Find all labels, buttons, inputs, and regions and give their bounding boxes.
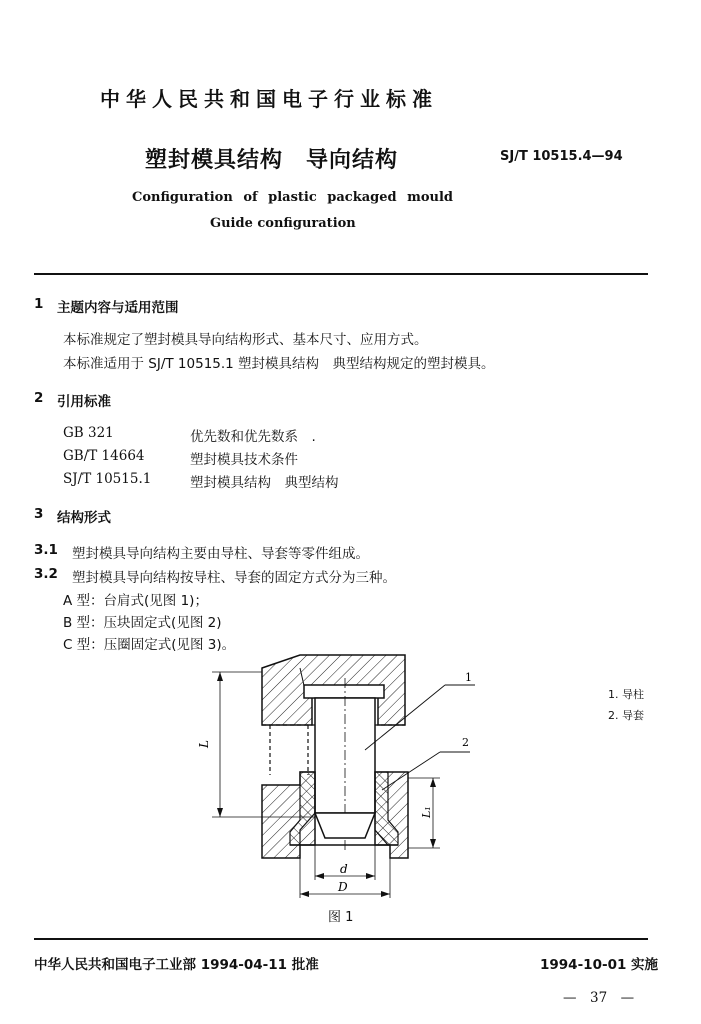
section-1-title: 主题内容与适用范围 [57,300,179,316]
section-3-number: 3 [34,506,44,522]
label-d: d [340,862,348,876]
type-b-item: B 型：压块固定式(见图 2) [63,615,222,631]
figure-caption: 图 1 [328,910,354,925]
callout-2: 2 [462,736,469,749]
label-D: D [338,880,348,894]
label-L: L [197,740,211,748]
english-title-line-1: Configuration of plastic packaged mould [132,190,454,205]
implementation-date: 1994-10-01 实施 [540,957,659,973]
reference-name: 优先数和优先数系 . [190,429,316,445]
subsection-3-1-number: 3.1 [34,542,58,558]
legend-item-1: 1. 导柱 [608,688,644,701]
section-2-number: 2 [34,390,44,406]
reference-name: 塑封模具结构 典型结构 [190,475,339,491]
callout-1: 1 [465,671,472,684]
reference-code: GB 321 [63,425,114,441]
label-L1: L₁ [420,806,433,818]
subsection-3-1-text: 塑封模具导向结构主要由导柱、导套等零件组成。 [72,546,369,562]
section-1-paragraph-2: 本标准适用于 SJ/T 10515.1 塑封模具结构 典型结构规定的塑封模具。 [63,356,495,372]
footer-divider [34,938,648,940]
guide-pillar-head [304,685,384,698]
type-c-item: C 型：压圈固定式(见图 3)。 [63,637,236,653]
subsection-3-2-text: 塑封模具导向结构按导柱、导套的固定方式分为三种。 [72,570,396,586]
reference-name: 塑封模具技术条件 [190,452,298,468]
subsection-3-2-number: 3.2 [34,566,58,582]
reference-code: SJ/T 10515.1 [63,471,152,487]
section-1-paragraph-1: 本标准规定了塑封模具导向结构形式、基本尺寸、应用方式。 [63,332,428,348]
section-1-number: 1 [34,296,44,312]
reference-code: GB/T 14664 [63,448,145,464]
page-number: — 37 — [563,990,635,1006]
english-title-line-2: Guide configuration [210,216,356,231]
section-3-title: 结构形式 [57,510,111,526]
approval-info: 中华人民共和国电子工业部 1994-04-11 批准 [34,957,319,973]
type-a-item: A 型：台肩式(见图 1)； [63,593,208,609]
section-2-title: 引用标准 [57,394,111,410]
org-title: 中华人民共和国电子行业标准 [100,87,438,111]
document-title: 塑封模具结构 导向结构 [145,148,399,173]
legend-item-2: 2. 导套 [608,709,644,722]
standard-code: SJ/T 10515.4—94 [500,149,623,164]
